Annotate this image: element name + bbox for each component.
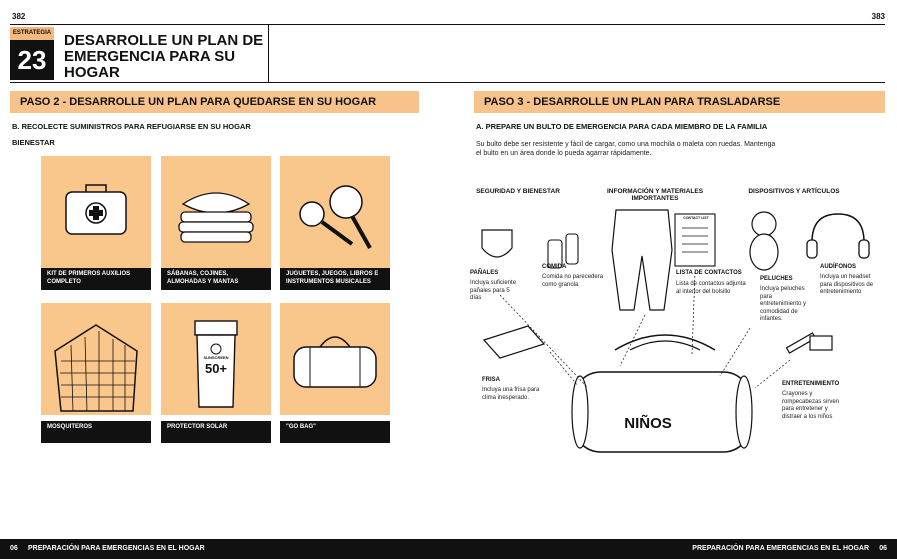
- tile-first-aid: [41, 156, 151, 268]
- footer-right-text: PREPARACIÓN PARA EMERGENCIAS EN EL HOGAR: [692, 545, 869, 552]
- item-label-entertainment: ENTRETENIMIENTO: [782, 381, 840, 387]
- header-rule: [10, 24, 885, 25]
- item-desc-contacts: Lista de contactos adjunta al interior del bolsillo: [676, 281, 746, 295]
- left-subhead: B. RECOLECTE SUMINISTROS PARA REFUGIARSE EN SU HOGAR: [12, 122, 251, 131]
- item-desc-diapers: Incluya suficiente pañales para 5 días: [470, 280, 517, 301]
- item-label-blanket: FRISA: [482, 377, 500, 383]
- pillows-icon: [161, 156, 271, 268]
- section-band-left: PASO 2 - DESARROLLE UN PLAN PARA QUEDARSE EN SU HOGAR: [10, 91, 419, 113]
- tile-pillows: [161, 156, 271, 268]
- bag-label: NIÑOS: [624, 415, 672, 432]
- item-label-headphones: AUDÍFONOS: [820, 264, 856, 270]
- item-desc-headphones: Incluya un headset para dispositivos de entretenimiento: [820, 274, 874, 295]
- tile-label-mosquito-net: MOSQUITEROS: [41, 421, 151, 443]
- category-security: SEGURIDAD Y BIENESTAR: [476, 188, 560, 195]
- tile-label-pillows: SÁBANAS, COJINES, ALMOHADAS Y MANTAS: [161, 268, 271, 290]
- section-band-right: PASO 3 - DESARROLLE UN PLAN PARA TRASLADARSE: [474, 91, 885, 113]
- tile-label-go-bag: "GO BAG": [280, 421, 390, 443]
- item-label-plush: PELUCHES: [760, 276, 793, 282]
- footer-left-num: 06: [10, 545, 18, 552]
- footer-right-num: 06: [879, 545, 887, 552]
- category-devices: DISPOSITIVOS Y ARTÍCULOS: [748, 188, 840, 195]
- tile-label-first-aid: KIT DE PRIMEROS AUXILIOS COMPLETO: [41, 268, 151, 290]
- sunscreen-text: SUNSCREEN: [203, 355, 229, 360]
- tile-label-toys: JUGUETES, JUEGOS, LIBROS E INSTRUMENTOS MUSICALES: [280, 268, 390, 290]
- category-information: INFORMACIÓN Y MATERIALES IMPORTANTES: [606, 188, 704, 202]
- item-desc-entertainment: Crayones y rompecabezas sirven para entretener y distraer a los niños: [782, 391, 840, 420]
- tile-label-sunscreen: PROTECTOR SOLAR: [161, 421, 271, 443]
- right-subhead: A. PREPARE UN BULTO DE EMERGENCIA PARA CADA MIEMBRO DE LA FAMILIA: [476, 122, 768, 131]
- page-title: DESARROLLE UN PLAN DE EMERGENCIA PARA SU HOGAR: [64, 32, 264, 81]
- page-number-left: 382: [12, 12, 26, 21]
- contact-list-header: CONTACT LIST: [683, 216, 709, 220]
- tile-go-bag: [280, 303, 390, 415]
- page-number-right: 383: [871, 12, 885, 21]
- first-aid-kit-icon: [41, 156, 151, 268]
- strategy-tag: ESTRATEGIA: [10, 27, 54, 40]
- right-intro: Su bulto debe ser resistente y fácil de cargar, como una mochila o maleta con ruedas. Mantenga el bulto en un área donde lo pueda agarrar rápidamente.: [476, 141, 776, 157]
- maracas-icon: [280, 156, 390, 268]
- item-label-contacts: LISTA DE CONTACTOS: [676, 270, 742, 276]
- item-desc-food: Comida no parecedera como granola: [542, 274, 604, 288]
- strategy-number: 23: [17, 45, 47, 75]
- sunscreen-spf: 50+: [204, 361, 228, 376]
- header-divider: [268, 24, 269, 83]
- mosquito-net-icon: [41, 303, 151, 415]
- footer-left-text: PREPARACIÓN PARA EMERGENCIAS EN EL HOGAR: [28, 545, 205, 552]
- header-rule-bottom: [10, 82, 885, 83]
- left-category: BIENESTAR: [12, 138, 55, 147]
- tile-mosquito-net: [41, 303, 151, 415]
- item-desc-blanket: Incluya una frisa para clima inesperado.: [482, 387, 540, 401]
- tile-toys: [280, 156, 390, 268]
- duffel-bag-icon: [280, 303, 390, 415]
- item-desc-plush: Incluya peluches para entretenimiento y comodidad de infantes.: [760, 286, 807, 322]
- item-label-diapers: PAÑALES: [470, 270, 499, 276]
- item-label-food: COMIDA: [542, 264, 567, 270]
